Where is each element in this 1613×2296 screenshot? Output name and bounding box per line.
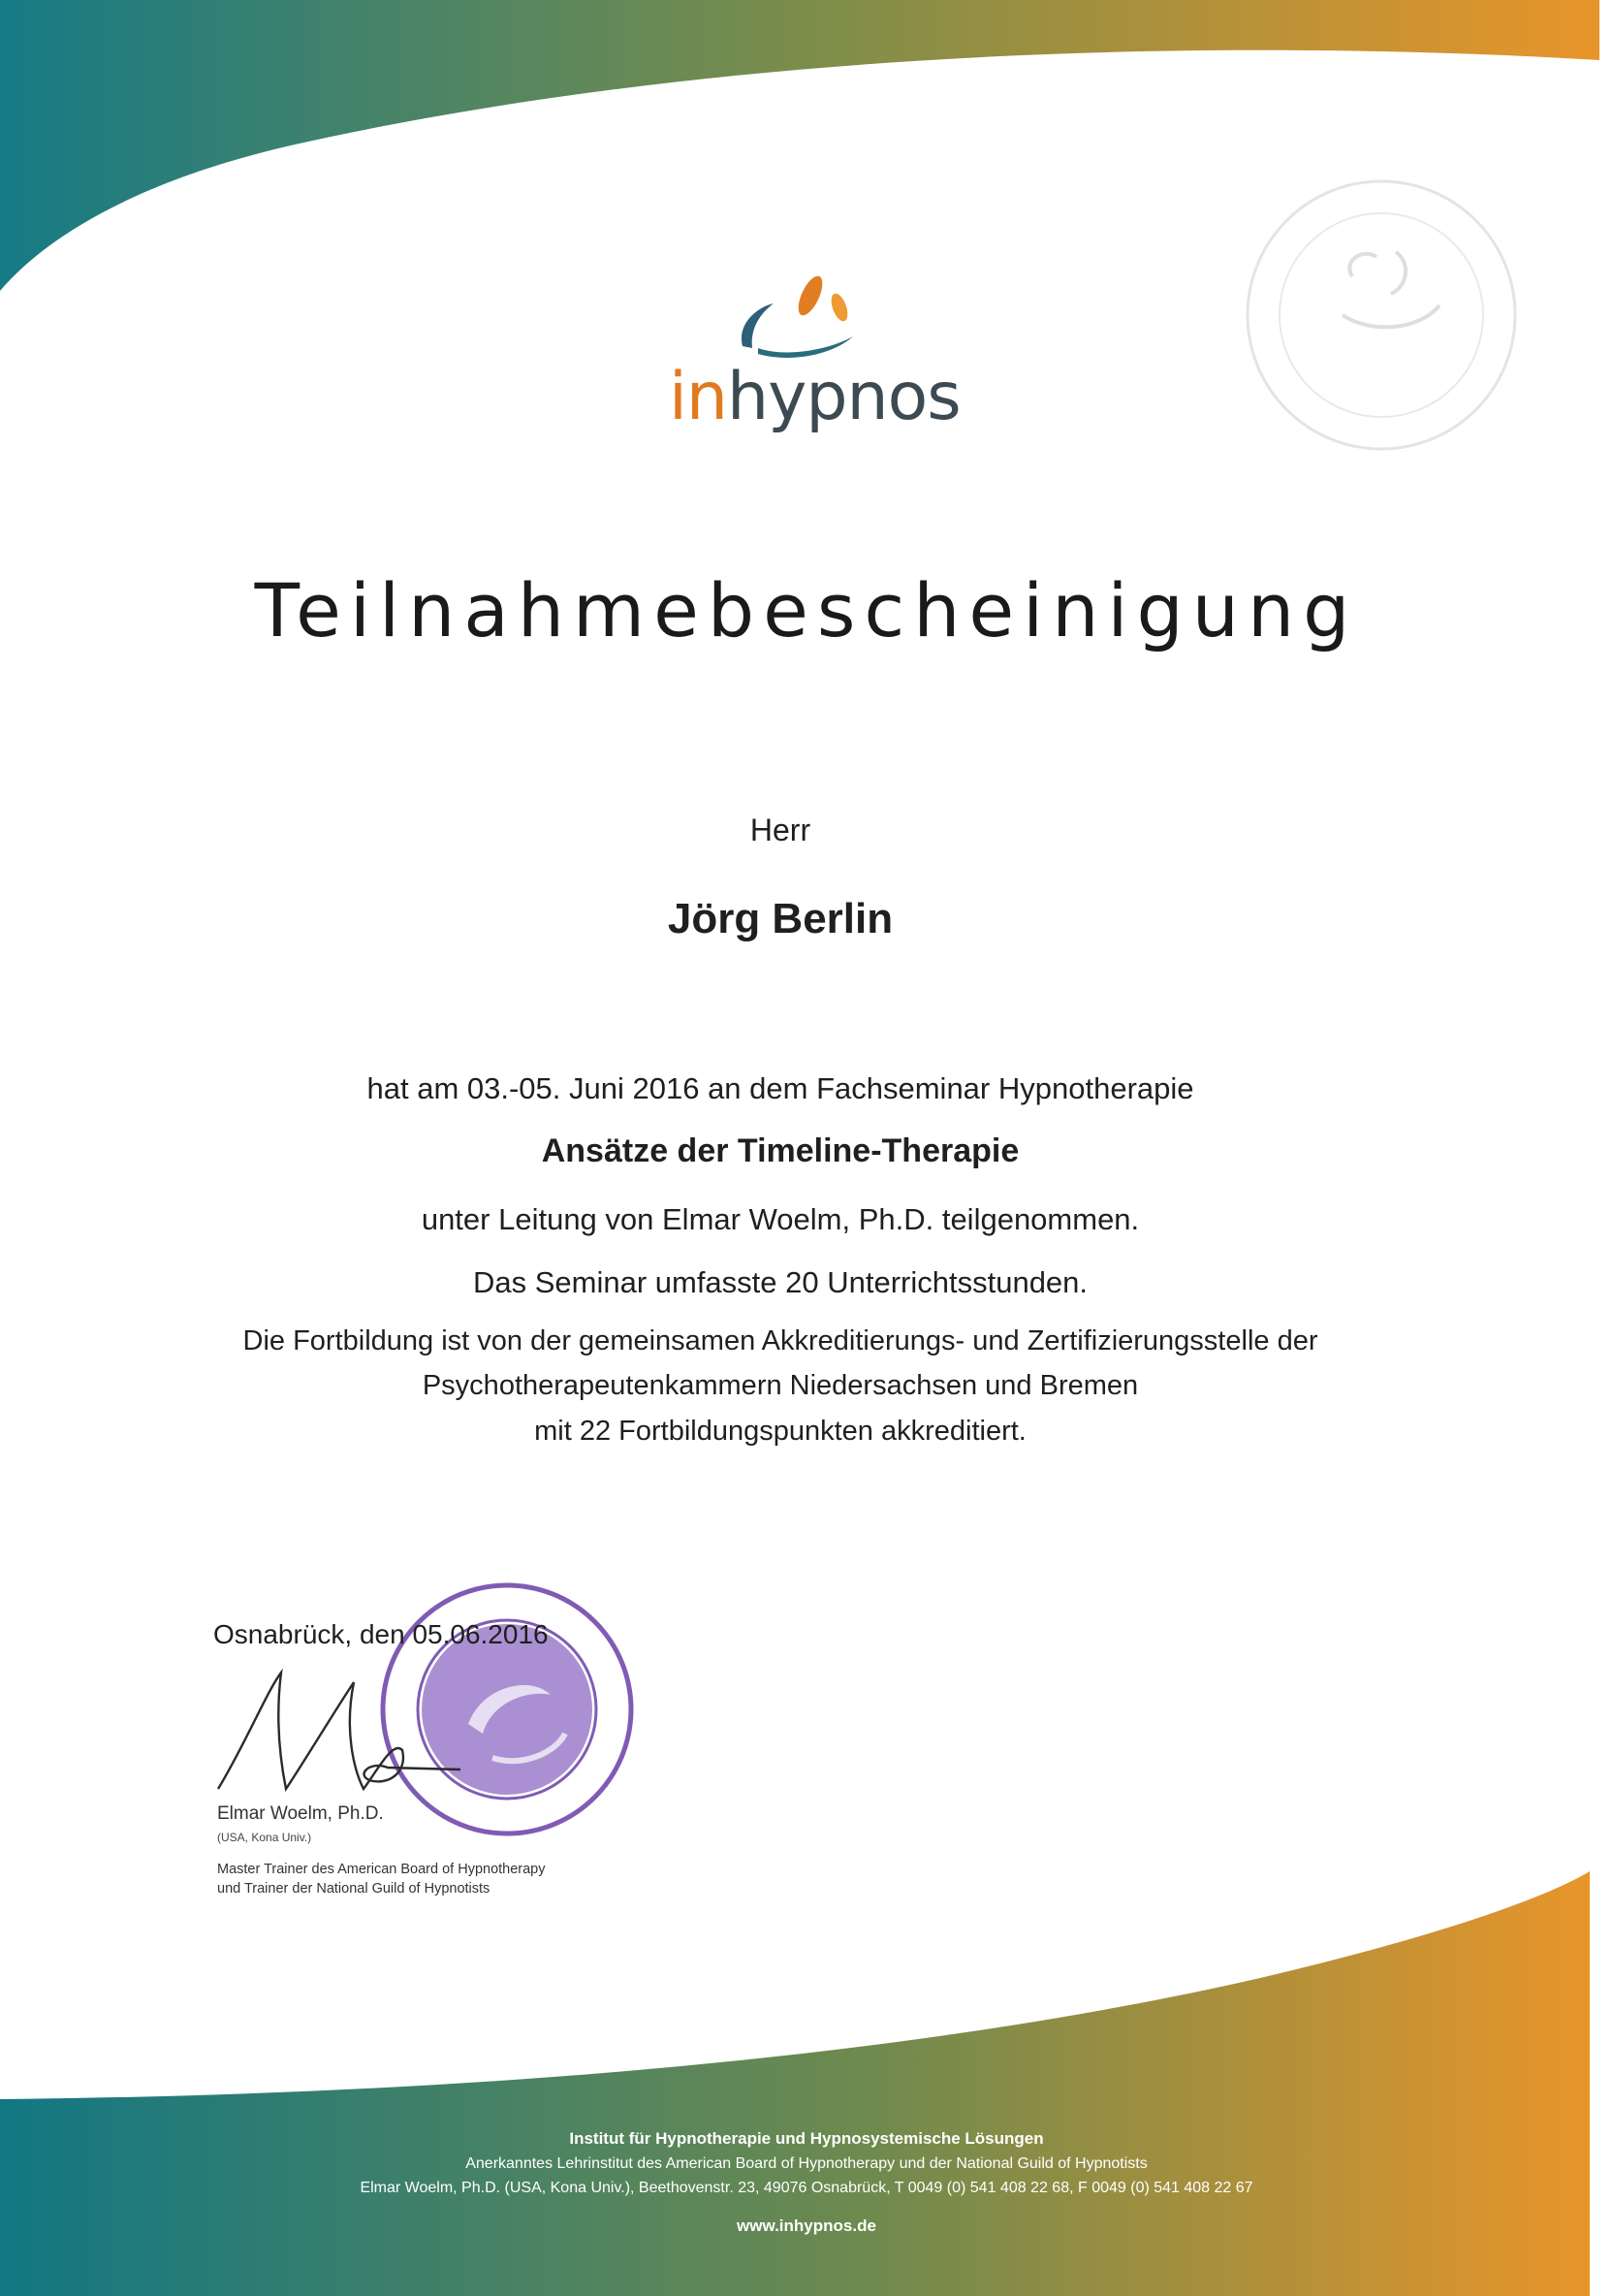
footer-recognition: Anerkanntes Lehrinstitut des American Board of Hypnotherapy und der National Guild of Hypnotists xyxy=(465,2155,1148,2172)
accreditation-text-2: Psychotherapeutenkammern Niedersachsen und Bremen xyxy=(422,1370,1139,1401)
logo-wordmark-in: in xyxy=(669,359,727,435)
signer-role-line-1: Master Trainer des American Board of Hypnotherapy xyxy=(217,1862,546,1877)
logo-wordmark xyxy=(669,359,961,435)
signer-block xyxy=(217,1803,384,1844)
footer-institute-name: Institut für Hypnotherapie und Hypnosystemische Lösungen xyxy=(569,2129,1044,2148)
signer-credential: (USA, Kona Univ.) xyxy=(217,1831,312,1844)
handwritten-signature-icon xyxy=(208,1653,470,1799)
participant-name: Jörg Berlin xyxy=(667,895,894,942)
certificate-title: Teilnahmebescheinigung xyxy=(254,567,1359,654)
logo-wordmark-hypnos: hypnos xyxy=(727,359,961,435)
salutation: Herr xyxy=(749,813,811,847)
seminar-title: Ansätze der Timeline-Therapie xyxy=(541,1132,1020,1169)
logo-mark-icon xyxy=(669,257,950,364)
footer-contact: Elmar Woelm, Ph.D. (USA, Kona Univ.), Beethovenstr. 23, 49076 Osnabrück, T 0049 (0) 541 408 22 68, F 0049 (0) 541 408 22 67 xyxy=(360,2180,1253,2196)
signer-role-line-2: und Trainer der National Guild of Hypnotists xyxy=(217,1881,490,1897)
accreditation-text-1: Die Fortbildung ist von der gemeinsamen Akkreditierungs- und Zertifizierungsstelle der xyxy=(242,1325,1318,1356)
footer xyxy=(0,2129,1613,2236)
signer-name: Elmar Woelm, Ph.D. xyxy=(217,1803,384,1824)
footer-website-link[interactable]: www.inhypnos.de xyxy=(737,2216,876,2235)
hours-text: Das Seminar umfasste 20 Unterrichtsstunden. xyxy=(472,1265,1089,1299)
place-and-date: Osnabrück, den 05.06.2016 xyxy=(213,1619,549,1649)
instructor-text: unter Leitung von Elmar Woelm, Ph.D. teilgenommen. xyxy=(421,1202,1140,1236)
embossed-seal-icon xyxy=(1217,170,1546,461)
inhypnos-logo xyxy=(669,257,961,461)
accreditation-text-3: mit 22 Fortbildungspunkten akkreditiert. xyxy=(534,1416,1027,1447)
participation-text: hat am 03.-05. Juni 2016 an dem Fachseminar Hypnotherapie xyxy=(366,1071,1194,1105)
signer-role xyxy=(217,1860,546,1898)
